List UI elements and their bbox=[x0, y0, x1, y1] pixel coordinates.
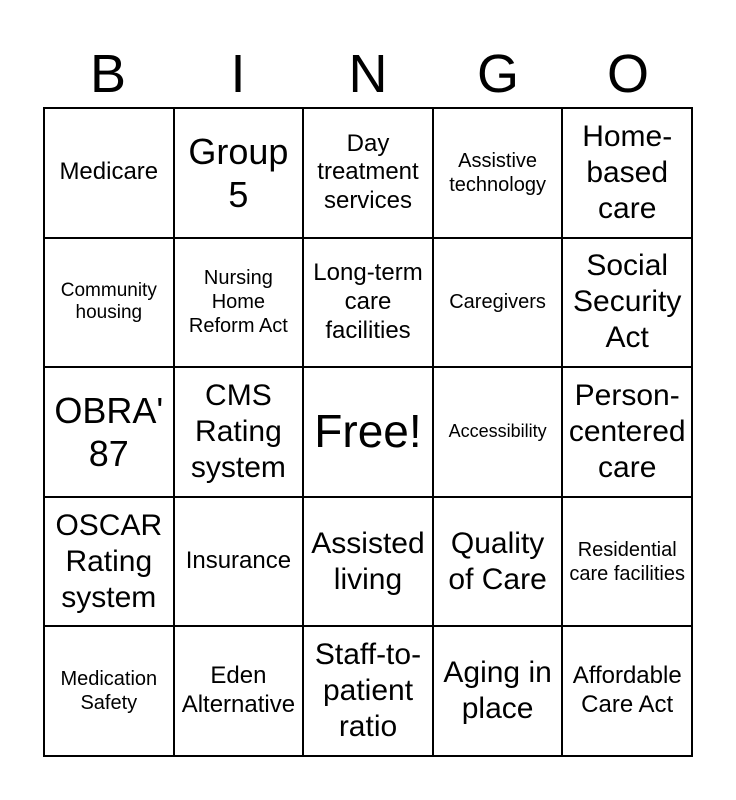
bingo-cell-label: Accessibility bbox=[448, 421, 547, 442]
bingo-cell[interactable] bbox=[44, 497, 174, 627]
bingo-cell[interactable] bbox=[433, 238, 563, 368]
bingo-cell-label: Long-term care facilities bbox=[313, 259, 423, 344]
bingo-cell[interactable] bbox=[433, 108, 563, 238]
bingo-cell[interactable] bbox=[562, 497, 692, 627]
bingo-header bbox=[43, 44, 693, 104]
bingo-cell[interactable] bbox=[44, 367, 174, 497]
bingo-cell-label: Social Security Act bbox=[573, 249, 682, 355]
free-space-cell[interactable] bbox=[303, 367, 433, 497]
bingo-cell-label: Home-based care bbox=[582, 119, 673, 225]
bingo-cell[interactable] bbox=[303, 108, 433, 238]
header-letter-i: I bbox=[230, 44, 246, 104]
bingo-cell-label: Residential care facilities bbox=[569, 538, 685, 585]
bingo-cell[interactable] bbox=[174, 497, 304, 627]
bingo-cell[interactable] bbox=[174, 108, 304, 238]
bingo-cell-label: Medicare bbox=[59, 158, 159, 186]
bingo-cell-label: OSCAR Rating system bbox=[55, 508, 163, 614]
bingo-cell[interactable] bbox=[562, 108, 692, 238]
bingo-cell-label: Group 5 bbox=[188, 130, 289, 215]
bingo-cell-label: Medication Safety bbox=[60, 668, 158, 715]
bingo-cell[interactable] bbox=[44, 238, 174, 368]
bingo-cell[interactable] bbox=[303, 497, 433, 627]
bingo-cell-label: Assisted living bbox=[311, 526, 425, 596]
header-letter-b: B bbox=[89, 44, 127, 104]
bingo-cell-label: Community housing bbox=[60, 279, 157, 324]
bingo-cell-label: Aging in place bbox=[443, 656, 552, 726]
bingo-cell[interactable] bbox=[562, 367, 692, 497]
bingo-cell[interactable] bbox=[174, 238, 304, 368]
bingo-cell-label: Day treatment services bbox=[317, 129, 419, 215]
bingo-cell[interactable] bbox=[433, 367, 563, 497]
bingo-cell-label: OBRA' 87 bbox=[54, 389, 164, 474]
bingo-cell-label: Free! bbox=[314, 405, 422, 458]
bingo-cell[interactable] bbox=[44, 626, 174, 756]
bingo-cell[interactable] bbox=[562, 626, 692, 756]
bingo-cell-label: Caregivers bbox=[449, 291, 546, 314]
bingo-cell-label: Staff-to-patient ratio bbox=[314, 638, 422, 744]
bingo-cell[interactable] bbox=[44, 108, 174, 238]
header-letter-o: O bbox=[606, 44, 649, 104]
bingo-cell-label: Affordable Care Act bbox=[572, 662, 682, 719]
bingo-cell-label: Assistive technology bbox=[449, 149, 546, 196]
bingo-cell-label: Eden Alternative bbox=[181, 662, 296, 719]
bingo-cell-label: Insurance bbox=[185, 547, 292, 575]
bingo-cell[interactable] bbox=[174, 367, 304, 497]
bingo-cell-label: CMS Rating system bbox=[190, 378, 286, 484]
bingo-cell-label: Quality of Care bbox=[448, 526, 547, 596]
bingo-cell[interactable] bbox=[562, 238, 692, 368]
bingo-cell[interactable] bbox=[433, 626, 563, 756]
bingo-cell-label: Nursing Home Reform Act bbox=[188, 267, 288, 338]
header-letter-n: N bbox=[348, 44, 388, 104]
header-letter-g: G bbox=[476, 44, 519, 104]
bingo-board bbox=[43, 107, 693, 757]
bingo-cell[interactable] bbox=[303, 626, 433, 756]
bingo-cell[interactable] bbox=[174, 626, 304, 756]
bingo-cell-label: Person-centered care bbox=[568, 378, 686, 484]
bingo-cell[interactable] bbox=[303, 238, 433, 368]
bingo-cell[interactable] bbox=[433, 497, 563, 627]
